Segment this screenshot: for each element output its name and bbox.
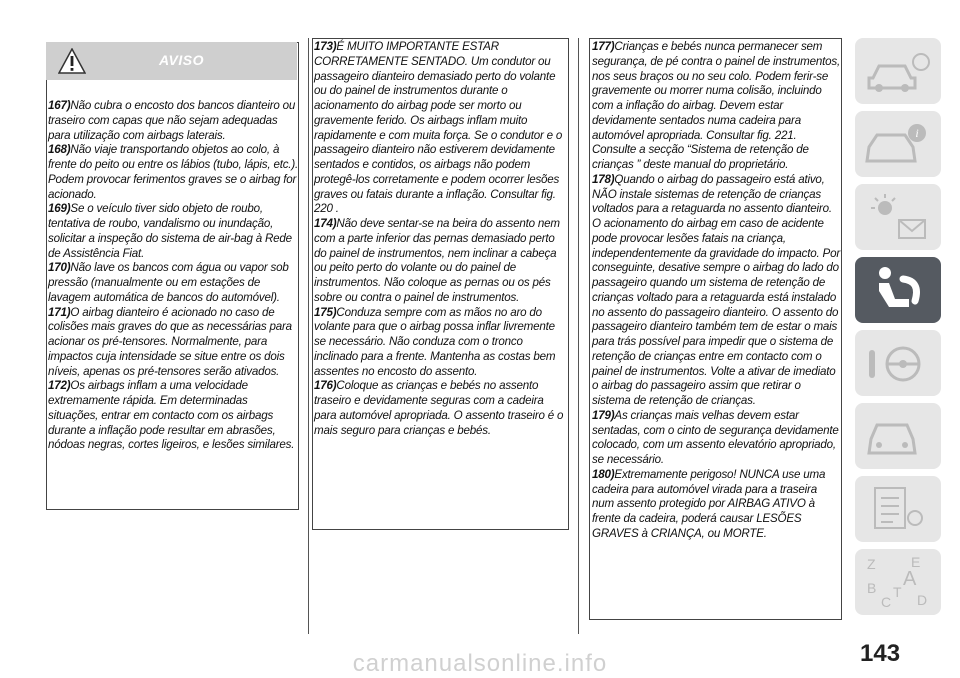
- index-letter: E: [911, 554, 921, 570]
- warning-item-number: 171): [48, 305, 71, 319]
- warning-item: [314, 379, 568, 438]
- warning-item-number: 167): [48, 99, 71, 112]
- warning-item-text: As crianças mais velhas devem estar sentadas, com o cinto de segurança devidamente colocado, com um assento elevatório apropriado, se necessário.: [592, 408, 839, 466]
- warning-item-number: 169): [48, 202, 71, 216]
- warning-item: [592, 409, 841, 468]
- warning-item-number: 176): [314, 379, 337, 393]
- index-letter: T: [893, 584, 902, 600]
- column-divider: [578, 38, 579, 634]
- warning-item-text: Coloque as crianças e bebés no assento traseiro e devidamente seguras com a cadeira para automóvel apropriada. O assento traseiro é o mais seguro para crianças e bebés.: [314, 379, 564, 437]
- warning-item-text: Extremamente perigoso! NUNCA use uma cadeira para automóvel virada para a traseira num assento protegido por AIRBAG ATIVO à frente da cadeira, poderá causar LESÕES GRAVES à CRIANÇA, ou MORTE.: [592, 467, 826, 540]
- index-letter: C: [881, 594, 892, 610]
- car-front-icon: [855, 403, 941, 469]
- warning-item-text: Não deve sentar-se na beira do assento nem com a parte inferior das pernas demasiado perto do painel de instrumentos, nem inclinar a cabeça ou peito perto do volante ou do painel de instrumentos. Não coloque as pernas ou os pés sobre ou contra o painel de instrumentos.: [314, 217, 560, 304]
- warning-item: [48, 99, 298, 143]
- tab-driving[interactable]: [855, 330, 941, 396]
- warning-item: [48, 202, 298, 261]
- warning-item: [48, 261, 298, 305]
- warning-text-column-2: [314, 40, 568, 438]
- tab-safety[interactable]: [855, 257, 941, 323]
- chapter-tabs: [855, 38, 941, 622]
- warning-item-number: 174): [314, 217, 337, 230]
- warning-item-text: Não viaje transportando objetos ao colo, à frente do peito ou entre os lábios (tubo, lápis, etc.). Podem provocar ferimentos graves se o airbag for acionado.: [48, 143, 299, 201]
- svg-text:i: i: [915, 126, 919, 140]
- seat-airbag-icon: [855, 257, 941, 323]
- warning-title: AVISO: [158, 52, 205, 68]
- warning-item-number: 172): [48, 379, 71, 393]
- alphabet-index-icon: [855, 549, 941, 615]
- warning-item-text: É MUITO IMPORTANTE ESTAR CORRETAMENTE SENTADO. Um condutor ou passageiro dianteiro demasiado perto do volante ou do painel de instrumentos durante o acionamento do airbag pode ser morto ou gravemente ferido. Os airbags inflam muito rapidamente e com muita força. Se o condutor e o passageiro dianteiro não estiverem devidamente sentados e contidos, os airbags não podem protegê-los corretamente e podem ocorrer lesões graves ou fatais durante a inflação. Consultar fig. 220 .: [314, 40, 563, 216]
- tab-car-info-circle[interactable]: [855, 111, 941, 177]
- index-letter: A: [903, 568, 917, 590]
- warning-item: [48, 379, 298, 453]
- car-info-icon: [855, 38, 941, 104]
- page-number: 143: [860, 640, 901, 667]
- column-divider: [308, 38, 309, 634]
- warning-item-text: Não cubra o encosto dos bancos dianteiro ou traseiro com capas que não sejam adequadas para utilização com airbags laterais.: [48, 99, 296, 142]
- warning-lights-mail-icon: [855, 184, 941, 250]
- warning-item: [314, 217, 568, 306]
- index-letter: B: [867, 580, 877, 596]
- index-letter: Z: [867, 556, 876, 572]
- warning-item-number: 180): [592, 467, 615, 481]
- warning-item-number: 175): [314, 305, 337, 319]
- maintenance-checklist-icon: [855, 476, 941, 542]
- warning-item: [592, 468, 841, 542]
- warning-item-text: Quando o airbag do passageiro está ativo, NÃO instale sistemas de retenção de crianças voltados para a retaguarda no assento dianteiro. O acionamento do airbag em caso de acidente pode provocar lesões fatais na criança, independentemente da gravidade do impacto. Por conseguinte, desative sempre o airbag do lado do passageiro quando um sistema de retenção de crianças voltado para a retaguarda está instalado no assento do passageiro dianteiro. O assento do passageiro dianteiro também tem de estar o mais para trás possível para impedir que o sistema de retenção de crianças entre em contacto com o painel de instrumentos. Volte a ativar de imediato o airbag do passageiro assim que retirar o sistema de retenção de crianças.: [592, 172, 840, 407]
- warning-item-text: Crianças e bebés nunca permanecer sem segurança, de pé contra o painel de instrumentos, nos seus braços ou no seu colo. Podem ferir-se gravemente ou morrer numa colisão, incluindo com a inflação do airbag. Devem estar devidamente sentados numa cadeira para automóvel apropriada. Consultar fig. 221. Consulte a secção “Sistema de retenção de crianças ” deste manual do proprietário.: [592, 40, 841, 171]
- warning-text-column-3: [592, 40, 841, 542]
- warning-item-text: O airbag dianteiro é acionado no caso de colisões mais graves do que as necessárias para acionar os pré-tensores. Normalmente, para impactos cuja intensidade se situe entre os dois níveis, apenas os pré-tensores serão ativados.: [48, 305, 292, 378]
- warning-item-number: 173): [314, 40, 337, 53]
- warning-item-number: 179): [592, 408, 615, 422]
- warning-item-number: 177): [592, 40, 615, 53]
- warning-item: [48, 143, 298, 202]
- warning-item: [592, 40, 841, 173]
- tab-warning-lights[interactable]: [855, 184, 941, 250]
- warning-item-text: Conduza sempre com as mãos no aro do volante para que o airbag possa inflar livremente se necessário. Não conduza com o tronco inclinado para a frente. Mantenha as costas bem assentes no encosto do assento.: [314, 305, 556, 378]
- warning-item: [314, 40, 568, 217]
- warning-item-text: Não lave os bancos com água ou vapor sob pressão (manualmente ou em estações de lavagem automática de bancos do automóvel).: [48, 261, 289, 304]
- warning-item: [592, 173, 841, 409]
- tab-index[interactable]: [855, 549, 941, 615]
- steering-wheel-key-icon: [855, 330, 941, 396]
- watermark: carmanualsonline.info: [352, 650, 608, 677]
- tab-emergency[interactable]: [855, 403, 941, 469]
- index-letter: D: [917, 592, 928, 608]
- car-info-circle-icon: [855, 111, 941, 177]
- warning-item-number: 178): [592, 172, 615, 186]
- warning-item: [48, 306, 298, 380]
- warning-item-text: Se o veículo tiver sido objeto de roubo, tentativa de roubo, vandalismo ou inundação, solicitar a inspeção do sistema de air-bag à Rede de Assistência Fiat.: [48, 202, 292, 260]
- warning-item-number: 168): [48, 143, 71, 157]
- tab-maintenance[interactable]: [855, 476, 941, 542]
- warning-item-text: Os airbags inflam a uma velocidade extremamente rápida. Em determinadas situações, entrar em contacto com os airbags durante a inflação pode resultar em abrasões, nódoas negras, cortes ligeiros, e lesões similares.: [48, 379, 295, 452]
- warning-text-column-1: [48, 99, 298, 453]
- warning-item-number: 170): [48, 261, 71, 275]
- warning-item: [314, 306, 568, 380]
- warning-header: [46, 42, 297, 80]
- tab-car-info[interactable]: [855, 38, 941, 104]
